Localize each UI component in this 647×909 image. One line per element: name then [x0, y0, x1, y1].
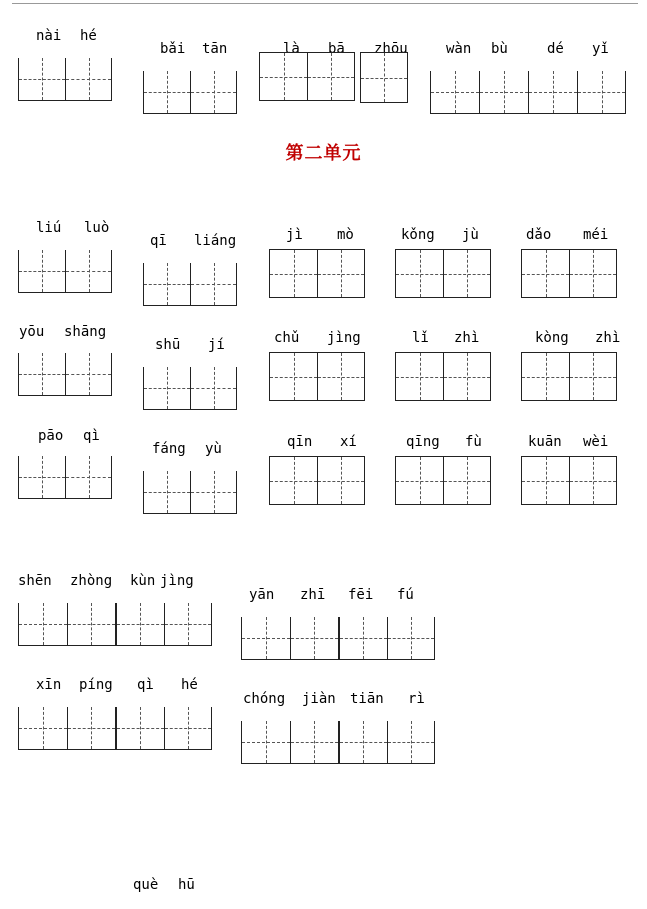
writing-cell[interactable]: [143, 367, 190, 409]
writing-grid: [18, 456, 112, 499]
pinyin-label: yān: [249, 587, 275, 603]
writing-cell[interactable]: [18, 58, 65, 100]
pinyin-label: chǔ: [274, 330, 300, 346]
writing-cell[interactable]: [190, 367, 237, 409]
pinyin-label: nài: [36, 28, 62, 44]
pinyin-label: chóng: [243, 691, 286, 707]
pinyin-label: jí: [208, 337, 225, 353]
writing-cell[interactable]: [395, 352, 443, 401]
writing-cell[interactable]: [65, 250, 112, 292]
writing-cell[interactable]: [338, 721, 387, 763]
pinyin-label: liáng: [194, 233, 237, 249]
pinyin-label: rì: [408, 691, 425, 707]
writing-grid: [143, 71, 237, 114]
pinyin-label: shāng: [64, 324, 107, 340]
writing-grid: [259, 52, 355, 101]
writing-cell[interactable]: [395, 249, 443, 298]
pinyin-label: hé: [80, 28, 97, 44]
pinyin-label: wèi: [583, 434, 609, 450]
pinyin-label: yōu: [19, 324, 45, 340]
writing-cell[interactable]: [241, 617, 290, 659]
pinyin-label: yǐ: [592, 41, 609, 57]
writing-cell[interactable]: [269, 456, 317, 505]
writing-cell[interactable]: [521, 249, 569, 298]
pinyin-label: fáng: [152, 441, 186, 457]
writing-grid: [395, 456, 491, 505]
pinyin-label: zhī: [300, 587, 326, 603]
pinyin-label: kǒng: [401, 227, 435, 243]
writing-cell[interactable]: [65, 456, 112, 498]
writing-grid: [269, 352, 365, 401]
pinyin-label: zhì: [454, 330, 480, 346]
pinyin-label: bǎi: [160, 41, 186, 57]
pinyin-label: jì: [286, 227, 303, 243]
pinyin-label: qīng: [406, 434, 440, 450]
pinyin-label: hū: [178, 877, 195, 893]
pinyin-label: zhì: [595, 330, 621, 346]
writing-cell[interactable]: [521, 456, 569, 505]
writing-grid: [18, 250, 112, 293]
pinyin-label: là: [283, 41, 300, 57]
pinyin-label: xīn: [36, 677, 62, 693]
writing-cell[interactable]: [430, 71, 479, 113]
writing-cell[interactable]: [241, 721, 290, 763]
pinyin-label: shēn: [18, 573, 52, 589]
writing-cell[interactable]: [18, 353, 65, 395]
writing-cell[interactable]: [577, 71, 626, 113]
pinyin-label: fù: [465, 434, 482, 450]
writing-cell[interactable]: [395, 456, 443, 505]
writing-grid: [521, 456, 617, 505]
writing-grid: [269, 249, 365, 298]
writing-cell[interactable]: [443, 456, 491, 505]
writing-cell[interactable]: [269, 352, 317, 401]
writing-grid: [18, 353, 112, 396]
pinyin-label: bā: [328, 41, 345, 57]
writing-grid: [18, 707, 212, 750]
writing-cell[interactable]: [317, 249, 365, 298]
writing-grid: [143, 263, 237, 306]
pinyin-label: mò: [337, 227, 354, 243]
writing-cell[interactable]: [290, 721, 339, 763]
writing-grid: [143, 367, 237, 410]
writing-grid: [18, 603, 212, 646]
writing-grid: [395, 249, 491, 298]
pinyin-label: xí: [340, 434, 357, 450]
writing-cell[interactable]: [65, 353, 112, 395]
writing-cell[interactable]: [65, 58, 112, 100]
pinyin-label: dǎo: [526, 227, 552, 243]
writing-cell[interactable]: [143, 471, 190, 513]
pinyin-label: tān: [202, 41, 228, 57]
writing-cell[interactable]: [190, 471, 237, 513]
writing-cell[interactable]: [387, 721, 436, 763]
pinyin-label: què: [133, 877, 159, 893]
writing-grid: [143, 471, 237, 514]
writing-cell[interactable]: [190, 263, 237, 305]
writing-cell[interactable]: [360, 52, 408, 103]
pinyin-label: yù: [205, 441, 222, 457]
writing-cell[interactable]: [569, 249, 617, 298]
writing-cell[interactable]: [164, 603, 213, 645]
writing-grid: [360, 52, 408, 103]
writing-grid: [241, 721, 435, 764]
pinyin-label: liú: [36, 220, 62, 236]
writing-cell[interactable]: [479, 71, 528, 113]
writing-cell[interactable]: [569, 456, 617, 505]
writing-cell[interactable]: [290, 617, 339, 659]
writing-grid: [430, 71, 626, 114]
writing-grid: [521, 352, 617, 401]
writing-cell[interactable]: [67, 707, 116, 749]
pinyin-label: tiān: [350, 691, 384, 707]
writing-cell[interactable]: [387, 617, 436, 659]
writing-cell[interactable]: [528, 71, 577, 113]
pinyin-label: kùn: [130, 573, 156, 589]
writing-cell[interactable]: [338, 617, 387, 659]
writing-grid: [521, 249, 617, 298]
writing-grid: [18, 58, 112, 101]
pinyin-label: jìng: [327, 330, 361, 346]
pinyin-label: fú: [397, 587, 414, 603]
pinyin-label: píng: [79, 677, 113, 693]
pinyin-label: dé: [547, 41, 564, 57]
writing-cell[interactable]: [443, 249, 491, 298]
writing-cell[interactable]: [115, 603, 164, 645]
writing-cell[interactable]: [18, 603, 67, 645]
writing-cell[interactable]: [115, 707, 164, 749]
pinyin-label: fēi: [348, 587, 374, 603]
writing-grid: [269, 456, 365, 505]
writing-cell[interactable]: [67, 603, 116, 645]
pinyin-label: qì: [137, 677, 154, 693]
writing-cell[interactable]: [569, 352, 617, 401]
pinyin-label: lǐ: [412, 330, 429, 346]
pinyin-label: jiàn: [302, 691, 336, 707]
writing-cell[interactable]: [164, 707, 213, 749]
writing-cell[interactable]: [143, 263, 190, 305]
writing-cell[interactable]: [18, 456, 65, 498]
writing-cell[interactable]: [269, 249, 317, 298]
pinyin-label: wàn: [446, 41, 472, 57]
writing-cell[interactable]: [259, 52, 307, 101]
pinyin-label: hé: [181, 677, 198, 693]
writing-cell[interactable]: [317, 352, 365, 401]
writing-cell[interactable]: [143, 71, 190, 113]
writing-cell[interactable]: [18, 250, 65, 292]
section-title: 第二单元: [285, 143, 362, 164]
writing-grid: [241, 617, 435, 660]
writing-cell[interactable]: [443, 352, 491, 401]
writing-cell[interactable]: [317, 456, 365, 505]
writing-cell[interactable]: [18, 707, 67, 749]
writing-grid: [395, 352, 491, 401]
pinyin-label: pāo: [38, 428, 64, 444]
pinyin-label: qīn: [287, 434, 313, 450]
writing-cell[interactable]: [521, 352, 569, 401]
pinyin-label: qī: [150, 233, 167, 249]
top-rule: [12, 3, 638, 4]
pinyin-label: jìng: [160, 573, 194, 589]
pinyin-label: shū: [155, 337, 181, 353]
pinyin-label: zhōu: [374, 41, 408, 57]
pinyin-label: luò: [84, 220, 110, 236]
pinyin-label: kuān: [528, 434, 562, 450]
writing-cell[interactable]: [190, 71, 237, 113]
pinyin-label: bù: [491, 41, 508, 57]
pinyin-label: méi: [583, 227, 609, 243]
writing-cell[interactable]: [307, 52, 355, 101]
pinyin-label: zhòng: [70, 573, 113, 589]
pinyin-label: kòng: [535, 330, 569, 346]
pinyin-label: jù: [462, 227, 479, 243]
pinyin-label: qì: [83, 428, 100, 444]
